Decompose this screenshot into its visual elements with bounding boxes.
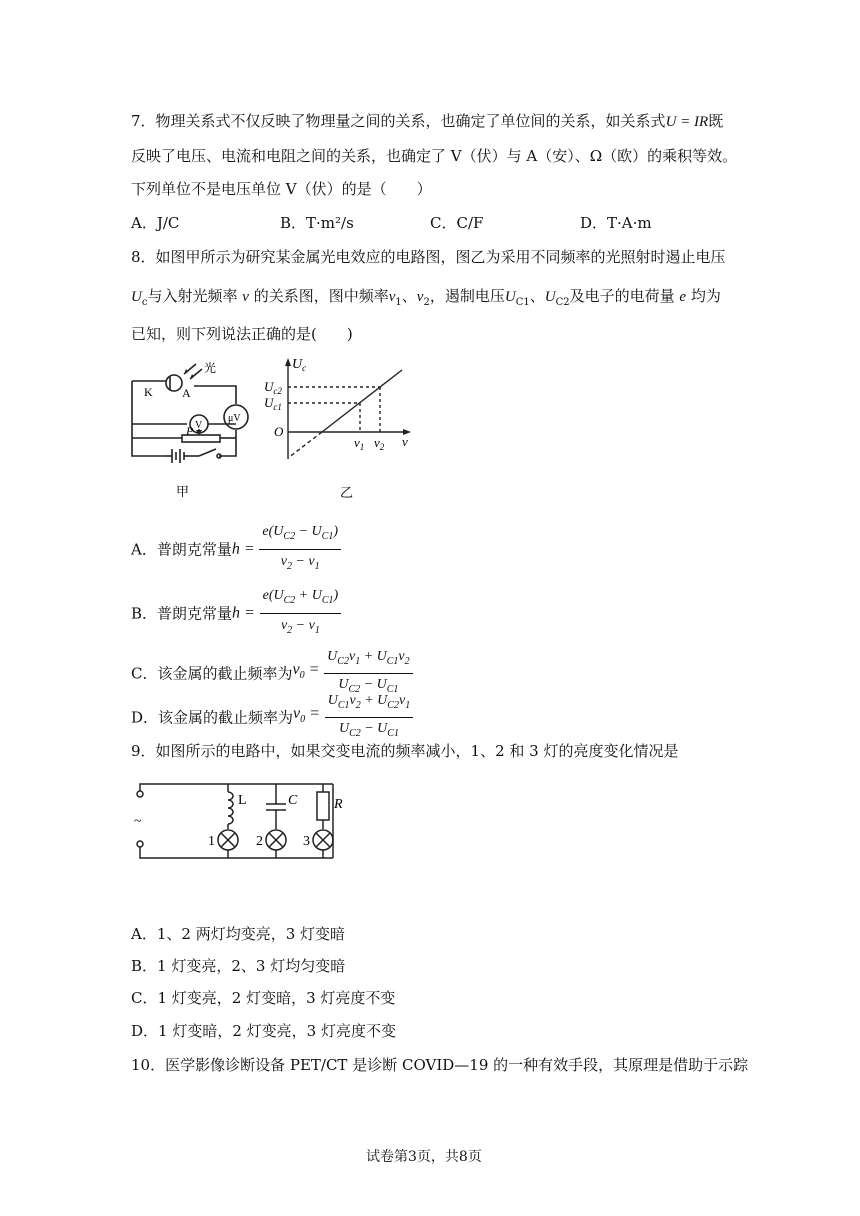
q8-option-c: C．该金属的截止频率为$v_0$ = $\frac{U_{C2}v_1 + U_{C1}v_2}{U_{C2} - U_{C1}}$ <box>131 648 413 699</box>
x-axis-label: ν <box>402 434 408 449</box>
figure-jia-caption: 甲 <box>176 484 190 499</box>
lamp-1-label: 1 <box>208 834 215 849</box>
q7-option-c: C．C/F <box>430 214 484 232</box>
ac-circuit-figure <box>128 774 358 870</box>
q7-line2: 反映了电压、电流和电阻之间的关系，也确定了 V（伏）与 A（安）、Ω（欧）的乘积等效。 <box>131 147 738 165</box>
stopping-voltage-graph <box>262 354 422 506</box>
q9-option-a: A．1、2 两灯均变亮，3 灯变暗 <box>131 925 346 943</box>
p-label: P <box>186 424 194 438</box>
q7-option-a: A．J/C <box>131 214 180 232</box>
q8-option-a: A．普朗克常量h = $\frac{e(U_{C2} - U_{C1})}{v_2 - v_1}$ <box>131 522 341 577</box>
y-axis-label: $U_c$ <box>292 357 307 373</box>
figure-yi-caption: 乙 <box>340 485 354 500</box>
v1-label: $\nu_1$ <box>354 435 365 452</box>
light-label: 光 <box>204 361 217 375</box>
voltmeter-label: V <box>195 420 203 431</box>
q10-line1: 10．医学影像诊断设备 PET/CT 是诊断 COVID—19 的一种有效手段，其原理是借助于示踪 <box>131 1056 749 1074</box>
a-label: A <box>182 386 191 400</box>
lamp-2-label: 2 <box>256 834 263 849</box>
resistor-label: R <box>334 797 343 812</box>
q7-option-b: B．T·m²/s <box>280 214 354 232</box>
q7-formula: U = IR <box>665 114 709 130</box>
microvoltmeter-label: μV <box>228 413 241 424</box>
q8-line3: 已知，则下列说法正确的是( ) <box>131 325 353 343</box>
q9-stem: 9．如图所示的电路中，如果交变电流的频率减小，1、2 和 3 灯的亮度变化情况是 <box>131 742 679 760</box>
q9-option-b: B．1 灯变亮，2、3 灯均匀变暗 <box>131 957 346 975</box>
q8-option-d: D．该金属的截止频率为$v_0$ = $\frac{U_{C1}v_2 + U_{C2}v_1}{U_{C2} - U_{C1}}$ <box>131 692 413 743</box>
q8-line1: 8．如图甲所示为研究某金属光电效应的电路图，图乙为采用不同频率的光照射时遏止电压 <box>131 248 726 266</box>
ac-source-symbol: ~ <box>134 814 142 829</box>
uc2-label: $U_{c2}$ <box>264 379 282 396</box>
photoelectric-circuit-figure <box>124 356 254 506</box>
v2-label: $\nu_2$ <box>374 435 385 452</box>
inductor-label: L <box>238 793 247 808</box>
q7-option-d: D．T·A·m <box>580 214 652 232</box>
origin-label: O <box>274 424 284 439</box>
capacitor-label: C <box>288 793 298 808</box>
q9-option-d: D．1 灯变暗，2 灯变亮，3 灯亮度不变 <box>131 1022 396 1040</box>
q8-option-b: B．普朗克常量h = $\frac{e(U_{C2} + U_{C1})}{v_2 - v_1}$ <box>131 586 341 641</box>
q8-line2: $U_c$与入射光频率 v 的关系图，图中频率$v_1$、$v_2$，遏制电压$U_{C1}$、$U_{C2}$及电子的电荷量 e 均为 <box>131 287 721 308</box>
uc1-label: $U_{c1}$ <box>264 395 282 412</box>
lamp-3-label: 3 <box>303 834 310 849</box>
q7-line1: 7．物理关系式不仅反映了物理量之间的关系，也确定了单位间的关系，如关系式U = IR既 <box>131 112 724 130</box>
q7-line3: 下列单位不是电压单位 V（伏）的是（ ） <box>131 180 432 198</box>
q9-option-c: C．1 灯变亮，2 灯变暗，3 灯亮度不变 <box>131 989 396 1007</box>
page-footer: 试卷第3页，共8页 <box>366 1149 482 1165</box>
k-label: K <box>144 385 153 399</box>
